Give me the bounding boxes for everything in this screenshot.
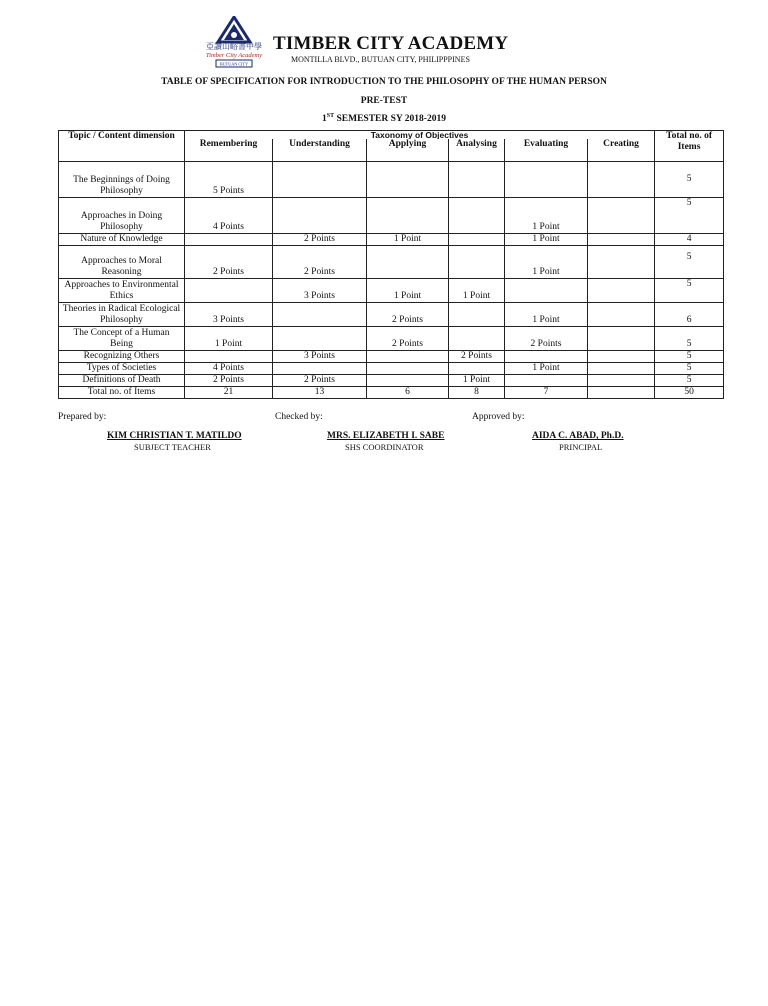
total-header: Total no. of Items <box>655 131 724 162</box>
topic-cell: The Concept of a Human Being <box>59 327 185 351</box>
topic-cell: Approaches to Moral Reasoning <box>59 246 185 279</box>
semester-line <box>0 113 768 124</box>
column-total-cell <box>588 387 655 399</box>
points-cell <box>588 279 655 303</box>
points-cell <box>449 303 505 327</box>
row-total-cell: 5 <box>655 375 724 387</box>
points-cell: 2 Points <box>367 303 449 327</box>
semester-number: 1 <box>322 114 327 125</box>
points-cell: 5 Points <box>185 162 273 198</box>
points-cell <box>588 327 655 351</box>
school-logo <box>198 16 270 68</box>
grand-total-cell: 50 <box>655 387 724 399</box>
points-cell <box>505 351 588 363</box>
column-header-creating: Creating <box>588 139 655 162</box>
row-total-cell: 5 <box>655 198 724 234</box>
letterhead <box>0 14 768 74</box>
points-cell <box>588 198 655 234</box>
logo-chinese-text: 亞讀山峪書中學 <box>206 42 262 51</box>
table-row <box>59 279 724 303</box>
total-row-label: Total no. of Items <box>59 387 185 399</box>
semester-ordinal: ST <box>326 113 335 119</box>
points-cell <box>588 234 655 246</box>
column-header-analysing: Analysing <box>449 139 505 162</box>
column-total-cell: 13 <box>273 387 367 399</box>
approved-by-name: AIDA C. ABAD, Ph.D. <box>532 431 624 441</box>
column-total-cell: 8 <box>449 387 505 399</box>
logo-city-text: BUTUAN CITY <box>219 61 249 67</box>
topic-cell: Types of Societies <box>59 363 185 375</box>
points-cell <box>367 363 449 375</box>
points-cell <box>367 375 449 387</box>
column-header-remembering: Remembering <box>185 139 273 162</box>
prepared-by-role: SUBJECT TEACHER <box>134 442 211 452</box>
points-cell: 1 Point <box>505 246 588 279</box>
points-cell: 1 Point <box>367 234 449 246</box>
points-cell: 4 Points <box>185 363 273 375</box>
points-cell: 2 Points <box>505 327 588 351</box>
points-cell: 1 Point <box>505 234 588 246</box>
document-subtitle: PRE-TEST <box>360 96 408 106</box>
points-cell: 2 Points <box>449 351 505 363</box>
points-cell: 2 Points <box>367 327 449 351</box>
points-cell: 2 Points <box>185 375 273 387</box>
row-total-cell: 5 <box>655 279 724 303</box>
points-cell: 3 Points <box>273 279 367 303</box>
column-header-evaluating: Evaluating <box>505 139 588 162</box>
points-cell <box>273 303 367 327</box>
points-cell <box>449 363 505 375</box>
table-row <box>59 234 724 246</box>
points-cell <box>505 375 588 387</box>
points-cell <box>588 303 655 327</box>
points-cell: 4 Points <box>185 198 273 234</box>
row-total-cell: 4 <box>655 234 724 246</box>
points-cell <box>449 327 505 351</box>
points-cell <box>273 162 367 198</box>
row-total-cell: 5 <box>655 327 724 351</box>
table-row <box>59 303 724 327</box>
table-row <box>59 363 724 375</box>
points-cell <box>449 162 505 198</box>
table-row <box>59 162 724 198</box>
topic-cell: Nature of Knowledge <box>59 234 185 246</box>
points-cell: 3 Points <box>185 303 273 327</box>
points-cell <box>449 198 505 234</box>
points-cell <box>449 234 505 246</box>
points-cell <box>449 246 505 279</box>
row-total-cell: 6 <box>655 303 724 327</box>
points-cell <box>273 198 367 234</box>
column-total-cell: 6 <box>367 387 449 399</box>
points-cell <box>185 234 273 246</box>
points-cell <box>185 279 273 303</box>
table-row <box>59 375 724 387</box>
points-cell: 1 Point <box>505 303 588 327</box>
column-total-cell: 7 <box>505 387 588 399</box>
approved-by-label: Approved by: <box>472 412 525 422</box>
table-row <box>59 351 724 363</box>
approved-by-role: PRINCIPAL <box>559 442 603 452</box>
points-cell <box>588 375 655 387</box>
taxonomy-header: Taxonomy of Objectives <box>185 131 655 140</box>
points-cell <box>367 198 449 234</box>
logo-english-text: Timber City Academy <box>205 52 263 59</box>
row-total-cell: 5 <box>655 246 724 279</box>
points-cell: 1 Point <box>367 279 449 303</box>
column-total-cell: 21 <box>185 387 273 399</box>
points-cell: 2 Points <box>273 246 367 279</box>
points-cell: 2 Points <box>273 234 367 246</box>
table-row <box>59 198 724 234</box>
specification-table <box>58 130 724 399</box>
row-total-cell: 5 <box>655 162 724 198</box>
school-name: TIMBER CITY ACADEMY <box>273 33 509 54</box>
school-address: MONTILLA BLVD., BUTUAN CITY, PHILIPPPINES <box>291 55 470 64</box>
checked-by-role: SHS COORDINATOR <box>345 442 424 452</box>
total-row <box>59 387 724 399</box>
table-row <box>59 327 724 351</box>
points-cell <box>367 351 449 363</box>
points-cell <box>588 246 655 279</box>
topic-header: Topic / Content dimension <box>59 131 185 162</box>
checked-by-name: MRS. ELIZABETH I. SABE <box>327 431 445 441</box>
document-title: TABLE OF SPECIFICATION FOR INTRODUCTION TO THE PHILOSOPHY OF THE HUMAN PERSON <box>161 77 607 87</box>
points-cell <box>505 162 588 198</box>
topic-cell: Approaches to Environmental Ethics <box>59 279 185 303</box>
column-header-applying: Applying <box>367 139 449 162</box>
points-cell <box>367 162 449 198</box>
points-cell: 1 Point <box>449 279 505 303</box>
points-cell <box>273 363 367 375</box>
points-cell <box>367 246 449 279</box>
points-cell: 1 Point <box>505 363 588 375</box>
topic-cell: Theories in Radical Ecological Philosophy <box>59 303 185 327</box>
points-cell: 3 Points <box>273 351 367 363</box>
checked-by-label: Checked by: <box>275 412 323 422</box>
points-cell: 1 Point <box>185 327 273 351</box>
points-cell: 1 Point <box>449 375 505 387</box>
points-cell: 1 Point <box>505 198 588 234</box>
topic-cell: The Beginnings of Doing Philosophy <box>59 162 185 198</box>
points-cell <box>588 162 655 198</box>
points-cell: 2 Points <box>185 246 273 279</box>
points-cell <box>505 279 588 303</box>
topic-cell: Approaches in Doing Philosophy <box>59 198 185 234</box>
points-cell <box>273 327 367 351</box>
prepared-by-label: Prepared by: <box>58 412 107 422</box>
table-row <box>59 246 724 279</box>
points-cell: 2 Points <box>273 375 367 387</box>
topic-cell: Recognizing Others <box>59 351 185 363</box>
topic-cell: Definitions of Death <box>59 375 185 387</box>
column-header-understanding: Understanding <box>273 139 367 162</box>
row-total-cell: 5 <box>655 351 724 363</box>
row-total-cell: 5 <box>655 363 724 375</box>
points-cell <box>588 351 655 363</box>
points-cell <box>588 363 655 375</box>
semester-text: SEMESTER SY 2018-2019 <box>334 114 446 125</box>
prepared-by-name: KIM CHRISTIAN T. MATILDO <box>107 431 242 441</box>
points-cell <box>185 351 273 363</box>
